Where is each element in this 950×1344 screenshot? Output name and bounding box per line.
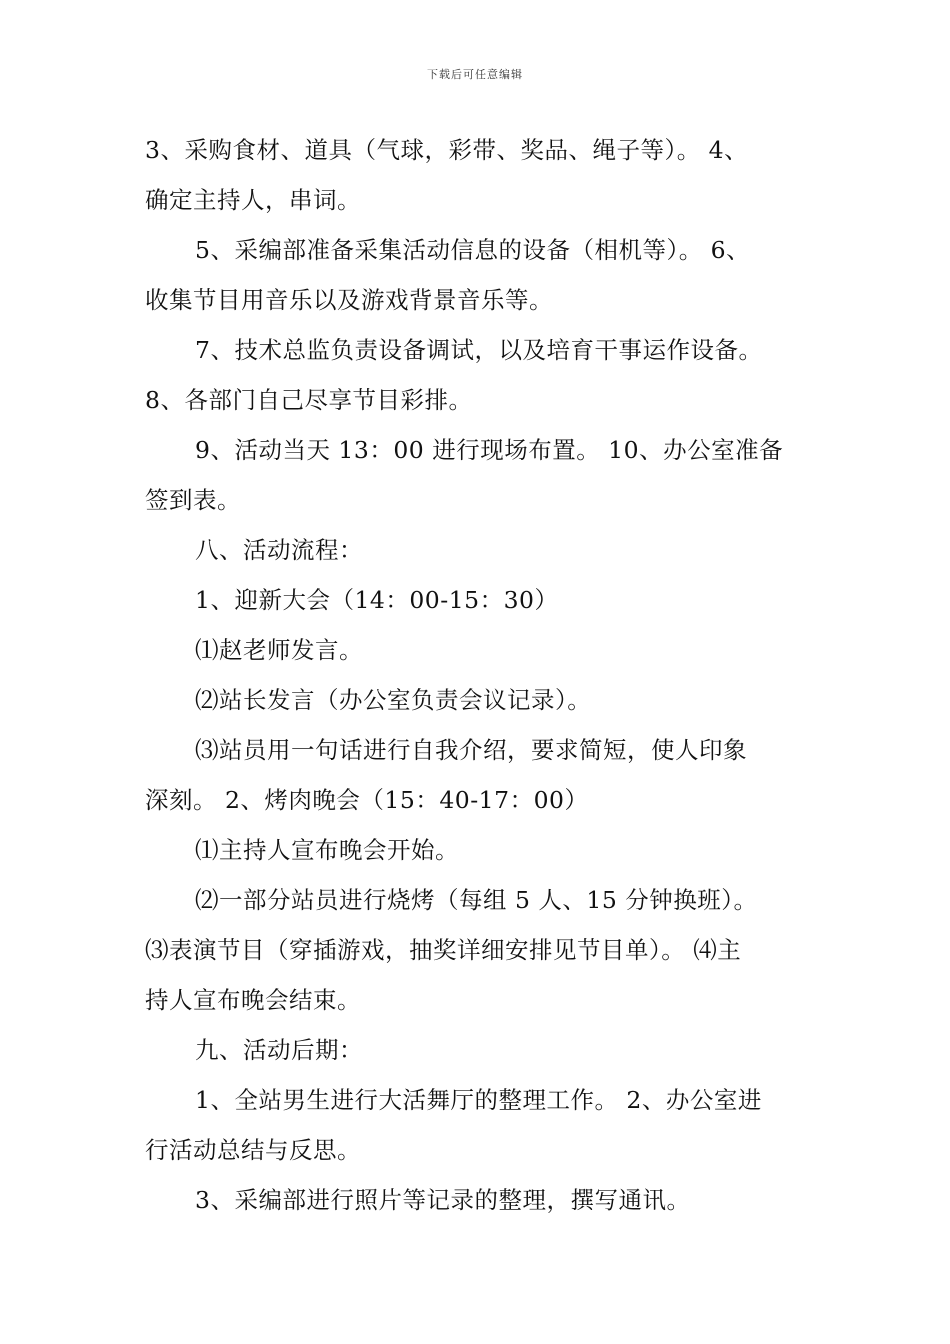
section-heading: 九、活动后期： [195,1036,363,1064]
text-line: 签到表。 [145,486,241,514]
text-line: ⑵站长发言（办公室负责会议记录）。 [195,686,592,714]
text-line: ⑶表演节目（穿插游戏，抽奖详细安排见节目单）。 ⑷主 [145,936,742,964]
text-line: 行活动总结与反思。 [145,1136,361,1164]
text-line: 5、采编部准备采集活动信息的设备（相机等）。 6、 [195,236,751,264]
text-line: 深刻。 2、烤肉晚会（15：40-17：00） [145,786,589,814]
text-line: 1、迎新大会（14：00-15：30） [195,586,559,614]
text-line: 8、各部门自己尽享节目彩排。 [145,386,473,414]
text-line: 确定主持人，串词。 [145,186,361,214]
section-heading: 八、活动流程： [195,536,363,564]
text-line: ⑴主持人宣布晚会开始。 [195,836,459,864]
text-line: 3、采编部进行照片等记录的整理，撰写通讯。 [195,1186,691,1214]
text-line: ⑶站员用一句话进行自我介绍，要求简短，使人印象 [195,736,747,764]
text-line: ⑴赵老师发言。 [195,636,363,664]
page-header: 下载后可任意编辑 [427,68,523,81]
text-line: ⑵一部分站员进行烧烤（每组 5 人、15 分钟换班）。 [195,886,758,914]
text-line: 9、活动当天 13：00 进行现场布置。 10、办公室准备 [195,436,784,464]
document-body [145,125,810,1225]
text-line: 3、采购食材、道具（气球，彩带、奖品、绳子等）。 4、 [145,136,749,164]
text-line: 1、全站男生进行大活舞厅的整理工作。 2、办公室进 [195,1086,762,1114]
text-line: 7、技术总监负责设备调试，以及培育干事运作设备。 [195,336,763,364]
text-line: 收集节目用音乐以及游戏背景音乐等。 [145,286,553,314]
text-line: 持人宣布晚会结束。 [145,986,361,1014]
